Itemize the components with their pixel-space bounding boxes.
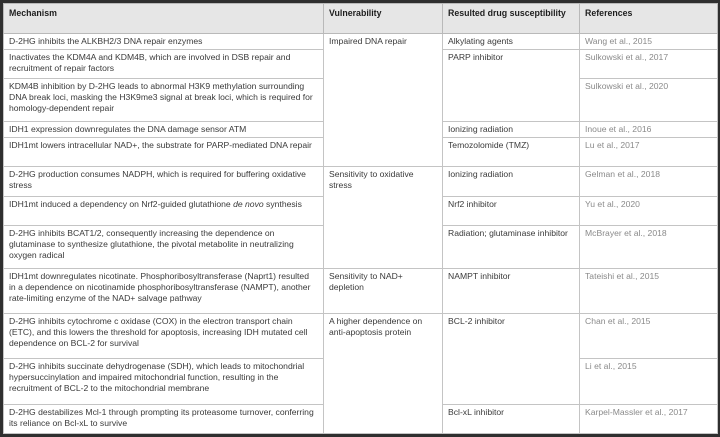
drug-cell: Nrf2 inhibitor — [443, 196, 580, 225]
drug-cell: Alkylating agents — [443, 34, 580, 50]
mechanism-cell — [4, 196, 324, 225]
reference-cell: Gelman et al., 2018 — [580, 167, 718, 196]
mechanism-cell: D-2HG inhibits BCAT1/2, consequently increasing the dependence on glutaminase to synthesize glutathione, the pivotal metabolite in neutralizing oxygen radical — [4, 226, 324, 269]
mechanism-cell: D-2HG inhibits succinate dehydrogenase (SDH), which leads to mitochondrial hypersuccinylation and impaired mitochondrial function, resulting in the recruitment of BCL-2 to the mitochondrial membrane — [4, 359, 324, 404]
drug-susceptibility-table — [3, 3, 718, 434]
header-row — [4, 4, 718, 34]
reference-cell: Sulkowski et al., 2017 — [580, 49, 718, 78]
table-row — [4, 167, 718, 196]
mechanism-cell: D-2HG production consumes NADPH, which is required for buffering oxidative stress — [4, 167, 324, 196]
reference-cell: Li et al., 2015 — [580, 359, 718, 404]
mechanism-cell: IDH1mt downregulates nicotinate. Phosphoribosyltransferase (Naprt1) resulted in a dependence on nicotinamide phosphoribosyltransferase (NAMPT), another rate-limiting enzyme of the NAD+ salvage pathway — [4, 269, 324, 314]
drug-cell: Radiation; glutaminase inhibitor — [443, 226, 580, 269]
mechanism-text-before-italic: IDH1mt induced a dependency on Nrf2-guided glutathione — [9, 198, 234, 209]
vulnerability-cell: Impaired DNA repair — [324, 34, 443, 167]
drug-cell: Bcl-xL inhibitor — [443, 404, 580, 433]
vulnerability-cell: A higher dependence on anti-apoptosis protein — [324, 314, 443, 434]
reference-cell: Tateishi et al., 2015 — [580, 269, 718, 314]
header-mechanism: Mechanism — [4, 4, 324, 34]
mechanism-cell: IDH1mt lowers intracellular NAD+, the substrate for PARP-mediated DNA repair — [4, 137, 324, 166]
drug-cell: PARP inhibitor — [443, 49, 580, 121]
reference-cell: McBrayer et al., 2018 — [580, 226, 718, 269]
mechanism-italic-text: de novo — [233, 198, 264, 209]
mechanism-cell: Inactivates the KDM4A and KDM4B, which are involved in DSB repair and recruitment of repair factors — [4, 49, 324, 78]
mechanism-cell: IDH1 expression downregulates the DNA damage sensor ATM — [4, 122, 324, 138]
reference-cell: Chan et al., 2015 — [580, 314, 718, 359]
mechanism-text-after-italic: synthesis — [263, 198, 302, 209]
header-vulnerability: Vulnerability — [324, 4, 443, 34]
vulnerability-cell: Sensitivity to oxidative stress — [324, 167, 443, 269]
reference-cell: Lu et al., 2017 — [580, 137, 718, 166]
drug-cell: Ionizing radiation — [443, 167, 580, 196]
drug-cell: Temozolomide (TMZ) — [443, 137, 580, 166]
header-references: References — [580, 4, 718, 34]
reference-cell: Inoue et al., 2016 — [580, 122, 718, 138]
reference-cell: Sulkowski et al., 2020 — [580, 79, 718, 122]
reference-cell: Karpel-Massler et al., 2017 — [580, 404, 718, 433]
drug-cell: Ionizing radiation — [443, 122, 580, 138]
table-row — [4, 314, 718, 359]
mechanism-cell: KDM4B inhibition by D-2HG leads to abnormal H3K9 methylation surrounding DNA break loci, masking the H3K9me3 signal at break loci, which is required for homology-dependent repair — [4, 79, 324, 122]
reference-cell: Yu et al., 2020 — [580, 196, 718, 225]
drug-cell: NAMPT inhibitor — [443, 269, 580, 314]
table-row — [4, 269, 718, 314]
mechanism-cell: D-2HG inhibits cytochrome c oxidase (COX) in the electron transport chain (ETC), and this lowers the threshold for apoptosis, increasing IDH mutated cell dependence on BCL-2 for survival — [4, 314, 324, 359]
header-drug-susceptibility: Resulted drug susceptibility — [443, 4, 580, 34]
reference-cell: Wang et al., 2015 — [580, 34, 718, 50]
mechanism-cell: D-2HG destabilizes Mcl-1 through prompting its proteasome turnover, conferring its reliance on Bcl-xL to survive — [4, 404, 324, 433]
mechanism-cell: D-2HG inhibits the ALKBH2/3 DNA repair enzymes — [4, 34, 324, 50]
vulnerability-cell: Sensitivity to NAD+ depletion — [324, 269, 443, 314]
table-row — [4, 34, 718, 50]
drug-cell: BCL-2 inhibitor — [443, 314, 580, 404]
